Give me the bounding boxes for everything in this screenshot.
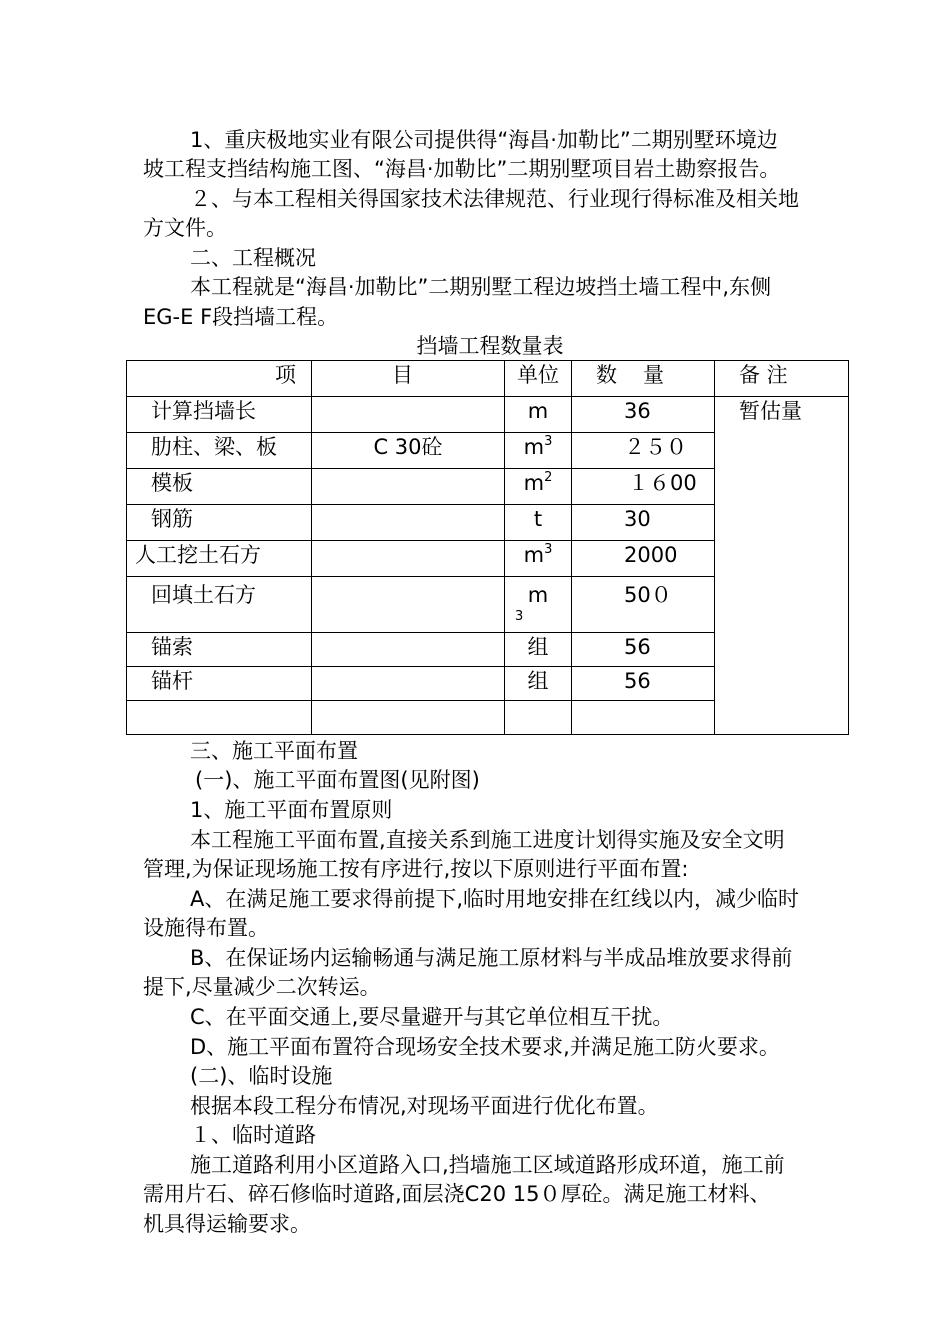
row-spec: C 30砼: [312, 433, 505, 469]
row-qty: 50０: [572, 577, 715, 633]
row-qty: 56: [572, 667, 715, 701]
paragraph-line: 施工道路利用小区道路入口,挡墙施工区域道路形成环道，施工前: [190, 1153, 785, 1177]
unit-text: m: [527, 399, 549, 423]
row-name: [127, 701, 312, 735]
row-qty: ２５０: [572, 433, 715, 469]
header-unit: 单位: [505, 361, 572, 397]
quantity-table: [126, 360, 849, 735]
unit-text: 组: [527, 635, 549, 659]
table-caption: 挡墙工程数量表: [416, 334, 564, 358]
paragraph-line: 本工程施工平面布置,直接关系到施工进度计划得实施及安全文明: [190, 828, 785, 852]
row-name: 人工挖土石方: [127, 541, 312, 577]
header-item-b: 目: [312, 361, 505, 397]
paragraph-line: D、施工平面布置符合现场安全技术要求,并满足施工防火要求。: [190, 1035, 780, 1059]
row-unit: [505, 469, 572, 505]
row-spec: [312, 541, 505, 577]
row-name: 钢筋: [127, 505, 312, 541]
row-spec: [312, 505, 505, 541]
paragraph-line: ２、与本工程相关得国家技术法律规范、行业现行得标准及相关地: [190, 187, 799, 211]
row-qty: 30: [572, 505, 715, 541]
header-qty-b: 量: [643, 363, 664, 387]
unit-superscript: 3: [544, 434, 553, 449]
paragraph-line: EG-E F段挡墙工程。: [143, 305, 339, 329]
paragraph-line: 本工程就是“海昌·加勒比”二期别墅工程边坡挡土墙工程中,东侧: [190, 275, 772, 299]
unit-superscript: 3: [515, 609, 524, 624]
table-row: [127, 397, 849, 433]
unit-superscript: 2: [544, 470, 553, 485]
section-heading: 1、施工平面布置原则: [190, 798, 393, 822]
section-heading: (一)、施工平面布置图(见附图): [195, 768, 480, 792]
paragraph-line: 方文件。: [143, 216, 227, 240]
paragraph-line: B、在保证场内运输畅通与满足施工原材料与半成品堆放要求得前: [190, 946, 793, 970]
row-unit: [505, 397, 572, 433]
section-heading: 二、工程概况: [190, 246, 316, 270]
row-qty: 56: [572, 633, 715, 667]
row-spec: [312, 701, 505, 735]
row-spec: [312, 397, 505, 433]
row-unit: [505, 633, 572, 667]
row-qty: [572, 701, 715, 735]
row-name: 计算挡墙长: [127, 397, 312, 433]
paragraph-line: 提下,尽量减少二次转运。: [143, 975, 381, 999]
paragraph-line: 设施得布置。: [143, 916, 269, 940]
row-spec: [312, 577, 505, 633]
paragraph-line: 1、重庆极地实业有限公司提供得“海昌·加勒比”二期别墅环境边: [190, 128, 778, 152]
header-qty-a: 数: [596, 363, 617, 387]
section-heading: 三、施工平面布置: [190, 739, 358, 763]
paragraph-line: C、在平面交通上,要尽量避开与其它单位相互干扰。: [190, 1005, 674, 1029]
row-name: 回填土石方: [127, 577, 312, 633]
paragraph-line: 需用片石、碎石修临时道路,面层浇C20 15０厚砼。满足施工材料、: [143, 1182, 771, 1206]
unit-text: m: [523, 543, 545, 567]
note-cell: 暂估量: [715, 397, 849, 735]
paragraph-line: 根据本段工程分布情况,对现场平面进行优化布置。: [190, 1094, 659, 1118]
unit-text: t: [533, 507, 543, 531]
unit-text: m: [527, 583, 549, 607]
header-note: 备 注: [715, 361, 849, 397]
paragraph-line: A、在满足施工要求得前提下,临时用地安排在红线以内，减少临时: [190, 887, 800, 911]
section-heading: (二)、临时设施: [190, 1064, 333, 1088]
paragraph-line: 坡工程支挡结构施工图、“海昌·加勒比”二期别墅项目岩土勘察报告。: [143, 157, 781, 181]
paragraph-line: 管理,为保证现场施工按有序进行,按以下原则进行平面布置:: [143, 857, 689, 881]
paragraph-line: 机具得运输要求。: [143, 1212, 311, 1236]
row-spec: [312, 667, 505, 701]
unit-text: m: [523, 471, 545, 495]
row-unit: [505, 541, 572, 577]
unit-superscript: 3: [544, 542, 553, 557]
row-name: 模板: [127, 469, 312, 505]
header-item-a: 项: [127, 361, 312, 397]
row-qty: 36: [572, 397, 715, 433]
table-header-row: [127, 361, 849, 397]
unit-text: 组: [527, 669, 549, 693]
row-unit: [505, 505, 572, 541]
row-name: 锚杆: [127, 667, 312, 701]
section-heading: １、临时道路: [190, 1123, 316, 1147]
row-qty: １６00: [572, 469, 715, 505]
row-spec: [312, 469, 505, 505]
header-quantity: [572, 361, 715, 397]
row-qty: 2000: [572, 541, 715, 577]
unit-text: m: [523, 435, 545, 459]
row-unit: [505, 667, 572, 701]
row-name: 肋柱、梁、板: [127, 433, 312, 469]
row-spec: [312, 633, 505, 667]
row-unit: [505, 433, 572, 469]
row-unit: [505, 701, 572, 735]
row-unit: [505, 577, 572, 633]
row-name: 锚索: [127, 633, 312, 667]
